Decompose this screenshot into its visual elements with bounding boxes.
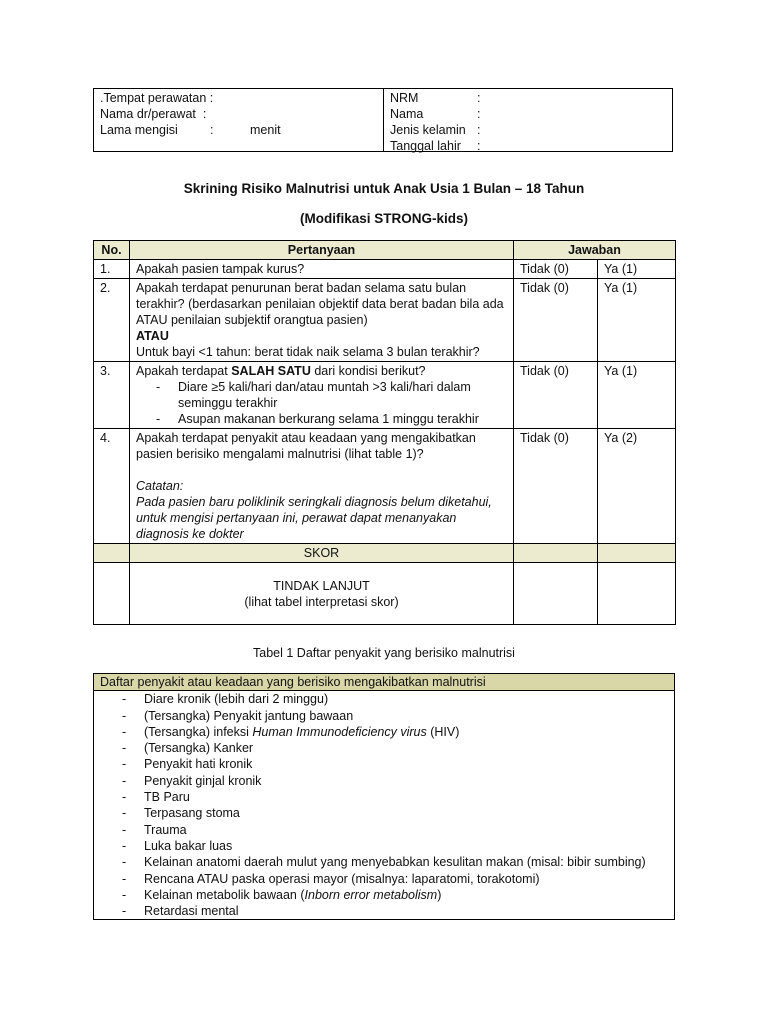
note-text: Pada pasien baru poliklinik seringkali diagnosis belum diketahui, untuk mengisi pertanyaan ini, perawat dapat menanyakan diagnosis ke dokter [136, 495, 492, 541]
list-item [100, 854, 668, 870]
dash-bullet: - [122, 724, 127, 739]
list-item-text [144, 838, 232, 854]
document-title: Skrining Risiko Malnutrisi untuk Anak Usia 1 Bulan – 18 Tahun [183, 181, 585, 196]
sub-condition-text: Asupan makanan berkurang selama 1 minggu terakhir [178, 412, 479, 426]
list-item [100, 724, 668, 740]
list-item-part: Trauma [144, 822, 187, 837]
list-item-part: (Tersangka) Kanker [144, 741, 254, 756]
list-item-italic: Human Immunodeficiency virus [252, 724, 427, 739]
list-item [100, 740, 668, 756]
list-item-italic: Inborn error metabolism [304, 887, 438, 902]
info-label: Tanggal lahir [390, 139, 461, 153]
info-row-nrm [390, 90, 666, 106]
dash-bullet: - [122, 855, 127, 870]
list-item-text [144, 756, 252, 772]
list-item-part: Retardasi mental [144, 904, 239, 919]
question-post: dari kondisi berikut? [310, 364, 426, 378]
list-item-text [144, 708, 353, 724]
sub-condition [136, 379, 507, 411]
info-label: NRM [390, 91, 419, 105]
score-value-no[interactable] [514, 544, 598, 563]
info-unit: menit [250, 123, 281, 137]
follow-up-empty-cell [94, 563, 130, 625]
patient-info-box [93, 88, 673, 152]
dash-bullet: - [156, 380, 161, 394]
info-colon: : [210, 123, 214, 137]
row-number: 3. [94, 362, 130, 429]
question-emphasis: SALAH SATU [231, 364, 311, 378]
list-item [100, 708, 668, 724]
disease-list [100, 691, 668, 919]
sub-condition [136, 411, 507, 427]
answer-no[interactable]: Tidak (0) [514, 279, 598, 362]
row-number: 4. [94, 429, 130, 544]
dash-bullet: - [122, 822, 127, 837]
dash-bullet: - [122, 887, 127, 902]
info-colon: : [477, 107, 481, 121]
dash-bullet: - [122, 904, 127, 919]
list-item-part: Diare kronik (lebih dari 2 minggu) [144, 692, 329, 707]
list-item-part: ) [437, 887, 442, 902]
list-item-text [144, 724, 459, 740]
table-row [94, 279, 676, 362]
follow-up-value-no[interactable] [514, 563, 598, 625]
info-row-nama [390, 106, 666, 122]
list-item-part: Penyakit ginjal kronik [144, 773, 262, 788]
info-row-tempat [100, 90, 377, 106]
score-value-yes[interactable] [598, 544, 676, 563]
list-item [100, 822, 668, 838]
row-number: 2. [94, 279, 130, 362]
list-item [100, 805, 668, 821]
dash-bullet: - [122, 757, 127, 772]
dash-bullet: - [122, 741, 127, 756]
list-item [100, 903, 668, 919]
question-cell [130, 362, 514, 429]
list-item-part: Kelainan anatomi daerah mulut yang menyebabkan kesulitan makan (misal: bibir sumbing) [144, 855, 646, 870]
list-item-part: Terpasang stoma [144, 806, 240, 821]
answer-yes[interactable]: Ya (1) [598, 362, 676, 429]
note-label: Catatan: [136, 479, 184, 493]
info-label: .Tempat perawatan : [100, 91, 214, 105]
list-item-part: TB Paru [144, 790, 190, 805]
info-label: Jenis kelamin [390, 123, 466, 137]
document-subtitle: (Modifikasi STRONG-kids) [299, 211, 468, 226]
list-header: Daftar penyakit atau keadaan yang berisiko mengakibatkan malnutrisi [94, 674, 675, 691]
question-text: Apakah pasien tampak kurus? [130, 260, 514, 279]
follow-up-label: TINDAK LANJUT [273, 578, 370, 593]
list-item-text [144, 822, 187, 838]
info-row-jenis-kelamin [390, 122, 666, 138]
question-text: Apakah terdapat penyakit atau keadaan yang mengakibatkan pasien berisiko mengalami malnutrisi (lihat table 1)? [136, 431, 476, 461]
answer-yes[interactable]: Ya (1) [598, 260, 676, 279]
dash-bullet: - [122, 838, 127, 853]
table-row [94, 362, 676, 429]
answer-no[interactable]: Tidak (0) [514, 362, 598, 429]
info-left-column [94, 89, 384, 151]
list-item-text [144, 887, 441, 903]
score-empty-cell [94, 544, 130, 563]
question-text [136, 363, 507, 379]
info-label: Nama dr/perawat : [100, 107, 207, 121]
list-item-part: Rencana ATAU paska operasi mayor (misalnya: laparatomi, torakotomi) [144, 871, 540, 886]
dash-bullet: - [122, 773, 127, 788]
info-label: Lama mengisi [100, 123, 178, 137]
list-item-part: (Tersangka) infeksi [144, 724, 253, 739]
follow-up-sub: (lihat tabel interpretasi skor) [244, 594, 399, 609]
row-number: 1. [94, 260, 130, 279]
question-or: ATAU [136, 329, 169, 343]
list-item-text [144, 871, 540, 887]
score-row [94, 544, 676, 563]
info-row-tanggal-lahir [390, 138, 666, 154]
disease-list-table [93, 673, 675, 920]
question-extra: Untuk bayi <1 tahun: berat tidak naik selama 3 bulan terakhir? [136, 345, 480, 359]
info-colon: : [477, 139, 481, 153]
follow-up-value-yes[interactable] [598, 563, 676, 625]
sub-condition-text: Diare ≥5 kali/hari dan/atau muntah >3 kali/hari dalam seminggu terakhir [178, 380, 471, 410]
info-colon: : [477, 91, 481, 105]
table-header-row [94, 241, 676, 260]
dash-bullet: - [122, 871, 127, 886]
score-label: SKOR [130, 544, 514, 563]
table1-caption: Tabel 1 Daftar penyakit yang berisiko malnutrisi [253, 646, 515, 660]
answer-no[interactable]: Tidak (0) [514, 429, 598, 544]
list-item [100, 871, 668, 887]
list-item [100, 756, 668, 772]
header-question: Pertanyaan [130, 241, 514, 260]
list-body [94, 691, 675, 920]
list-item [100, 773, 668, 789]
info-row-lama [100, 122, 377, 138]
answer-no[interactable]: Tidak (0) [514, 260, 598, 279]
dash-bullet: - [156, 412, 161, 426]
list-item-text [144, 740, 253, 756]
list-item [100, 789, 668, 805]
screening-table [93, 240, 676, 625]
list-item-text [144, 903, 239, 919]
list-item-text [144, 854, 646, 870]
list-item-text [144, 805, 240, 821]
info-right-column [384, 89, 672, 151]
dash-bullet: - [122, 708, 127, 723]
question-cell [130, 279, 514, 362]
answer-yes[interactable]: Ya (1) [598, 279, 676, 362]
list-item-text [144, 691, 328, 707]
answer-yes[interactable]: Ya (2) [598, 429, 676, 544]
info-row-nama-dr [100, 106, 377, 122]
list-item-text [144, 789, 190, 805]
list-item-part: Kelainan metabolik bawaan ( [144, 887, 305, 902]
info-label: Nama [390, 107, 424, 121]
list-item [100, 838, 668, 854]
dash-bullet: - [122, 806, 127, 821]
list-body-row [94, 691, 675, 920]
table-row [94, 260, 676, 279]
info-colon: : [477, 123, 481, 137]
dash-bullet: - [122, 790, 127, 805]
list-item-part: Luka bakar luas [144, 838, 233, 853]
question-pre: Apakah terdapat [136, 364, 232, 378]
header-no: No. [94, 241, 130, 260]
follow-up-cell [130, 563, 514, 625]
follow-up-row [94, 563, 676, 625]
list-item-text [144, 773, 261, 789]
table-row [94, 429, 676, 544]
list-item-part: Penyakit hati kronik [144, 757, 253, 772]
list-item [100, 691, 668, 707]
question-cell [130, 429, 514, 544]
header-answer: Jawaban [514, 241, 676, 260]
list-item-part: (HIV) [426, 724, 460, 739]
list-header-row [94, 674, 675, 691]
dash-bullet: - [122, 692, 127, 707]
list-item-part: (Tersangka) Penyakit jantung bawaan [144, 708, 354, 723]
question-text: Apakah terdapat penurunan berat badan selama satu bulan terakhir? (berdasarkan penilaian objektif data berat badan bila ada ATAU penilaian subjektif orangtua pasien) [136, 281, 504, 327]
list-item [100, 887, 668, 903]
